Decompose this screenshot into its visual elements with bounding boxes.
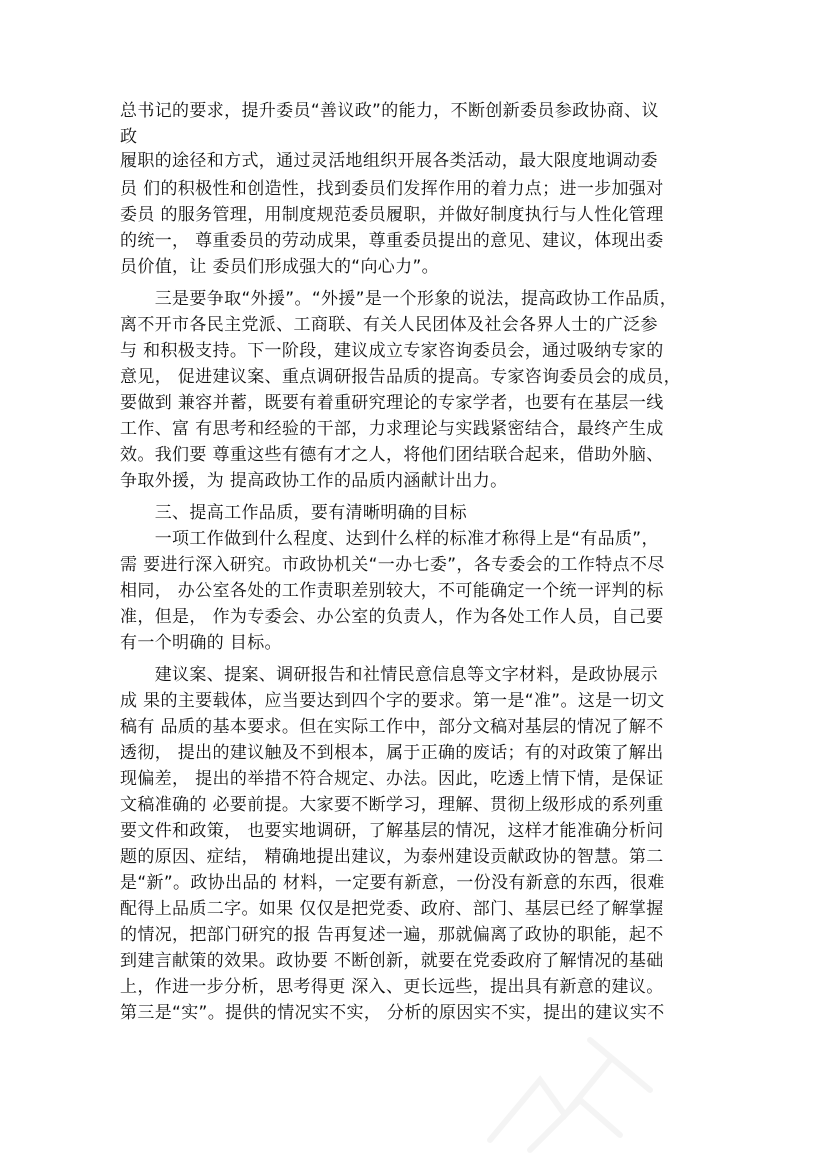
text-line: 成 果的主要载体，应当要达到四个字的要求。第一是“准”。这是一切文 (120, 691, 665, 711)
text-line: 意见， 促进建议案、重点调研报告品质的提高。专家咨询委员会的成员， (120, 367, 681, 387)
text-line: 建议案、提案、调研报告和社情民意信息等文字材料，是政协展示 (120, 665, 658, 685)
text-line: 第三是“实”。提供的情况实不实， 分析的原因实不实，提出的建议实不 (120, 1003, 665, 1023)
text-line: 总书记的要求，提升委员“善议政”的能力，不断创新委员参政协商、议 (120, 101, 659, 121)
text-line: 的情况，把部门研究的报 告再复述一遍，那就偏离了政协的职能，起不 (120, 925, 664, 945)
text-line: 一项工作做到什么程度、达到什么样的标准才称得上是“有品质”， (120, 529, 659, 549)
text-line: 争取外援，为 提高政协工作的品质内涵献计出力。 (120, 471, 508, 491)
text-line: 效。我们要 尊重这些有德有才之人，将他们团结联合起来，借助外脑、 (120, 445, 664, 465)
text-line: 是“新”。政协出品的 材料，一定要有新意，一份没有新意的东西，很难 (120, 873, 665, 893)
text-line: 上，作进一步分析，思考得更 深入、更长远些，提出具有新意的建议。 (120, 977, 664, 997)
text-line: 配得上品质二字。如果 仅仅是把党委、政府、部门、基层已经了解掌握 (120, 899, 664, 919)
text-line: 委员 的服务管理，用制度规范委员履职，并做好制度执行与人性化管理 (120, 205, 664, 225)
text-line: 履职的途径和方式，通过灵活地组织开展各类活动，最大限度地调动委 (120, 151, 658, 171)
text-line: 到建言献策的效果。政协要 不断创新，就要在党委政府了解情况的基础 (120, 951, 664, 971)
text-line: 稿有 品质的基本要求。但在实际工作中，部分文稿对基层的情况了解不 (120, 717, 664, 737)
text-line: 有一个明确的 目标。 (120, 633, 282, 653)
text-line: 题的原因、症结， 精确地提出建议，为泰州建设贡献政协的智慧。第二 (120, 847, 664, 867)
text-line: 三是要争取“外援”。“外援”是一个形象的说法，提高政协工作品质， (120, 289, 678, 309)
text-line: 要文件和政策， 也要实地调研，了解基层的情况，这样才能准确分析问 (120, 821, 664, 841)
text-line: 员价值，让 委员们形成强大的“向心力”。 (120, 257, 440, 277)
text-line: 的统一， 尊重委员的劳动成果，尊重委员提出的意见、建议，体现出委 (120, 231, 664, 251)
text-line: 离不开市各民主党派、工商联、有关人民团体及社会各界人士的广泛参 (120, 315, 658, 335)
text-line: 要做到 兼容并蓄，既要有着重研究理论的专家学者，也要有在基层一线 (120, 393, 664, 413)
text-line: 三、提高工作品质，要有清晰明确的目标 (120, 503, 467, 523)
text-line: 透彻， 提出的建议触及不到根本，属于正确的废话；有的对政策了解出 (120, 743, 664, 763)
text-line: 员 们的积极性和创造性，找到委员们发挥作用的着力点；进一步加强对 (120, 179, 664, 199)
text-line: 政 (120, 127, 138, 147)
text-line: 文稿准确的 必要前提。大家要不断学习，理解、贯彻上级形成的系列重 (120, 795, 664, 815)
text-line: 准，但是， 作为专委会、办公室的负责人，作为各处工作人员，自己要 (120, 607, 664, 627)
watermark-icon (470, 1020, 670, 1160)
text-line: 需 要进行深入研究。市政协机关“一办七委”，各专委会的工作特点不尽 (120, 555, 665, 575)
text-line: 工作、富 有思考和经验的干部，力求理论与实践紧密结合，最终产生成 (120, 419, 664, 439)
text-line: 与 和积极支持。下一阶段，建议成立专家咨询委员会，通过吸纳专家的 (120, 341, 664, 361)
text-line: 现偏差， 提出的举措不符合规定、办法。因此，吃透上情下情，是保证 (120, 769, 664, 789)
text-line: 相同， 办公室各处的工作责职差别较大，不可能确定一个统一评判的标 (120, 581, 664, 601)
